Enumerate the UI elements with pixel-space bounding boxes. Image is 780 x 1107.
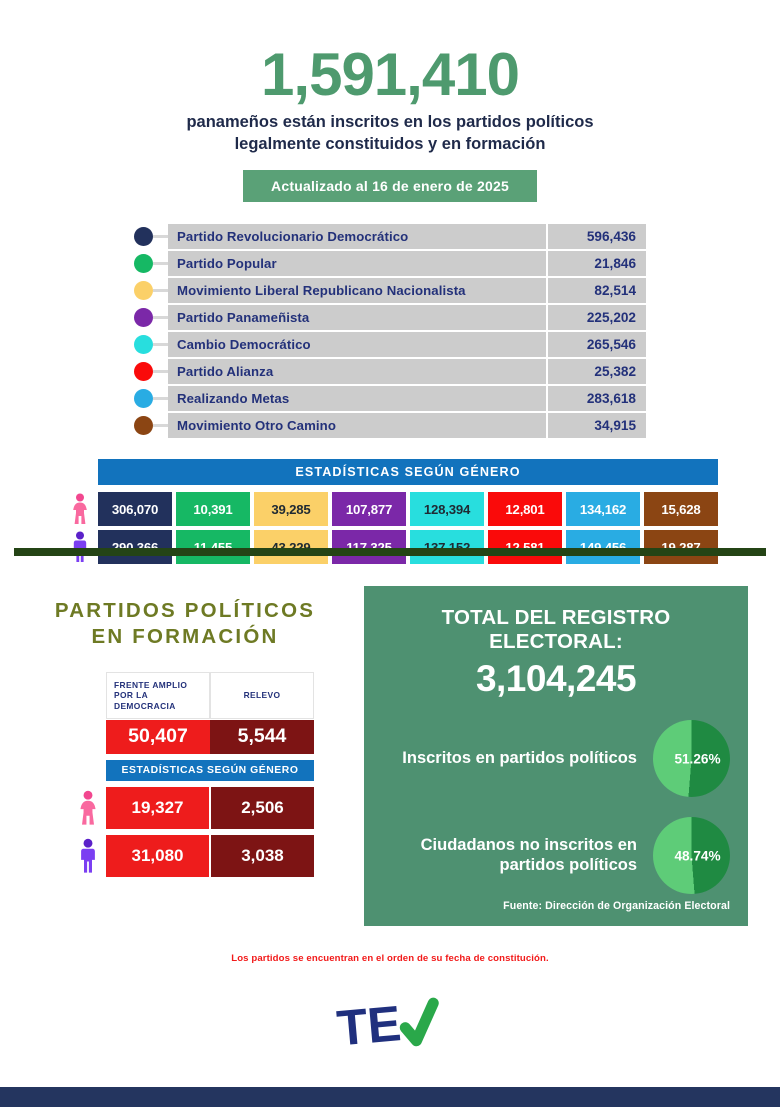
gender-cell: 10,391 — [176, 492, 250, 526]
total-registered-number: 1,591,410 — [261, 41, 519, 108]
party-count: 283,618 — [546, 386, 646, 412]
gender-cell: 306,070 — [98, 492, 172, 526]
party-count: 82,514 — [546, 278, 646, 304]
formacion-totals-row — [106, 720, 314, 754]
party-row — [134, 386, 646, 412]
pie-chart-inscritos — [653, 720, 730, 797]
party-name: Realizando Metas — [168, 386, 546, 412]
registro-source: Fuente: Dirección de Organización Electoral — [503, 900, 730, 912]
pie-chart-no-inscritos — [653, 817, 730, 894]
party-name: Partido Panameñista — [168, 305, 546, 331]
male-icon — [70, 837, 106, 875]
gender-cell: 128,394 — [410, 492, 484, 526]
formacion-female-cells — [106, 787, 314, 829]
gender-cell: 134,162 — [566, 492, 640, 526]
party-color-dot-icon — [134, 254, 168, 273]
formacion-title — [10, 598, 360, 650]
pie-label-inscritos: Inscritos en partidos políticos — [402, 748, 637, 767]
formacion-col1-male: 31,080 — [106, 835, 209, 877]
section-divider — [14, 548, 766, 556]
formacion-table-header — [106, 672, 314, 719]
party-name: Movimiento Otro Camino — [168, 413, 546, 439]
female-icon — [62, 493, 98, 525]
bottom-bar — [0, 1087, 780, 1107]
formacion-gender-heading: ESTADÍSTICAS SEGÚN GÉNERO — [106, 760, 314, 781]
party-count: 596,436 — [546, 224, 646, 250]
updated-date-badge: Actualizado al 16 de enero de 2025 — [243, 170, 537, 202]
party-name: Movimiento Liberal Republicano Nacionalista — [168, 278, 546, 304]
party-row — [134, 332, 646, 358]
formacion-col2-male: 3,038 — [209, 835, 314, 877]
gender-row-female — [62, 492, 718, 526]
party-count: 34,915 — [546, 413, 646, 439]
lower-section — [0, 586, 780, 936]
registro-electoral-panel — [364, 586, 748, 926]
registro-total: 3,104,245 — [475, 658, 637, 699]
party-color-dot-icon — [134, 362, 168, 381]
formacion-title-line2: EN FORMACIÓN — [91, 624, 279, 648]
female-cells — [98, 492, 718, 526]
party-row — [134, 278, 646, 304]
party-color-dot-icon — [134, 389, 168, 408]
party-count: 25,382 — [546, 359, 646, 385]
hero-header — [0, 0, 780, 202]
party-row — [134, 359, 646, 385]
party-list — [134, 224, 646, 439]
pie-percent-inscritos: 51.26% — [674, 751, 721, 766]
formacion-col2-header: RELEVO — [210, 672, 314, 719]
svg-text:TE: TE — [334, 995, 404, 1057]
party-row — [134, 305, 646, 331]
gender-cell: 39,285 — [254, 492, 328, 526]
formacion-col2-total: 5,544 — [210, 720, 314, 754]
party-name: Cambio Democrático — [168, 332, 546, 358]
pie-item-inscritos — [382, 720, 730, 797]
party-color-dot-icon — [134, 308, 168, 327]
formacion-row-male — [106, 835, 314, 877]
pie-item-no-inscritos — [382, 817, 730, 894]
pie-percent-no-inscritos: 48.74% — [674, 848, 721, 863]
party-row — [134, 224, 646, 250]
hero-subtitle-line2: legalmente constituidos y en formación — [234, 135, 546, 154]
formacion-col1-total: 50,407 — [106, 720, 210, 754]
party-count: 21,846 — [546, 251, 646, 277]
formacion-male-cells — [106, 835, 314, 877]
party-name: Partido Popular — [168, 251, 546, 277]
party-row — [134, 413, 646, 439]
formacion-title-line1: PARTIDOS POLÍTICOS — [54, 599, 316, 622]
female-icon — [70, 789, 106, 827]
party-color-dot-icon — [134, 416, 168, 435]
gender-cell: 107,877 — [332, 492, 406, 526]
formacion-col1-female: 19,327 — [106, 787, 209, 829]
party-count: 265,546 — [546, 332, 646, 358]
party-color-dot-icon — [134, 281, 168, 300]
formacion-table — [106, 672, 314, 877]
party-name: Partido Revolucionario Democrático — [168, 224, 546, 250]
formacion-col1-header: FRENTE AMPLIO POR LA DEMOCRACIA — [106, 672, 210, 719]
formacion-row-female — [106, 787, 314, 829]
gender-stats-heading: ESTADÍSTICAS SEGÚN GÉNERO — [98, 459, 718, 485]
party-row — [134, 251, 646, 277]
formacion-col2-female: 2,506 — [209, 787, 314, 829]
gender-cell: 12,801 — [488, 492, 562, 526]
gender-cell: 15,628 — [644, 492, 718, 526]
registro-title: TOTAL DEL REGISTRO ELECTORAL: — [441, 606, 671, 653]
party-color-dot-icon — [134, 227, 168, 246]
hero-subtitle-line1: panameños están inscritos en los partidos políticos — [186, 113, 594, 132]
pie-label-no-inscritos: Ciudadanos no inscritos en partidos políticos — [420, 835, 637, 874]
te-logo — [0, 993, 780, 1057]
footer-note: Los partidos se encuentran en el orden de su fecha de constitución. — [231, 953, 549, 964]
hero-subtitle — [0, 112, 780, 156]
party-count: 225,202 — [546, 305, 646, 331]
party-color-dot-icon — [134, 335, 168, 354]
party-name: Partido Alianza — [168, 359, 546, 385]
